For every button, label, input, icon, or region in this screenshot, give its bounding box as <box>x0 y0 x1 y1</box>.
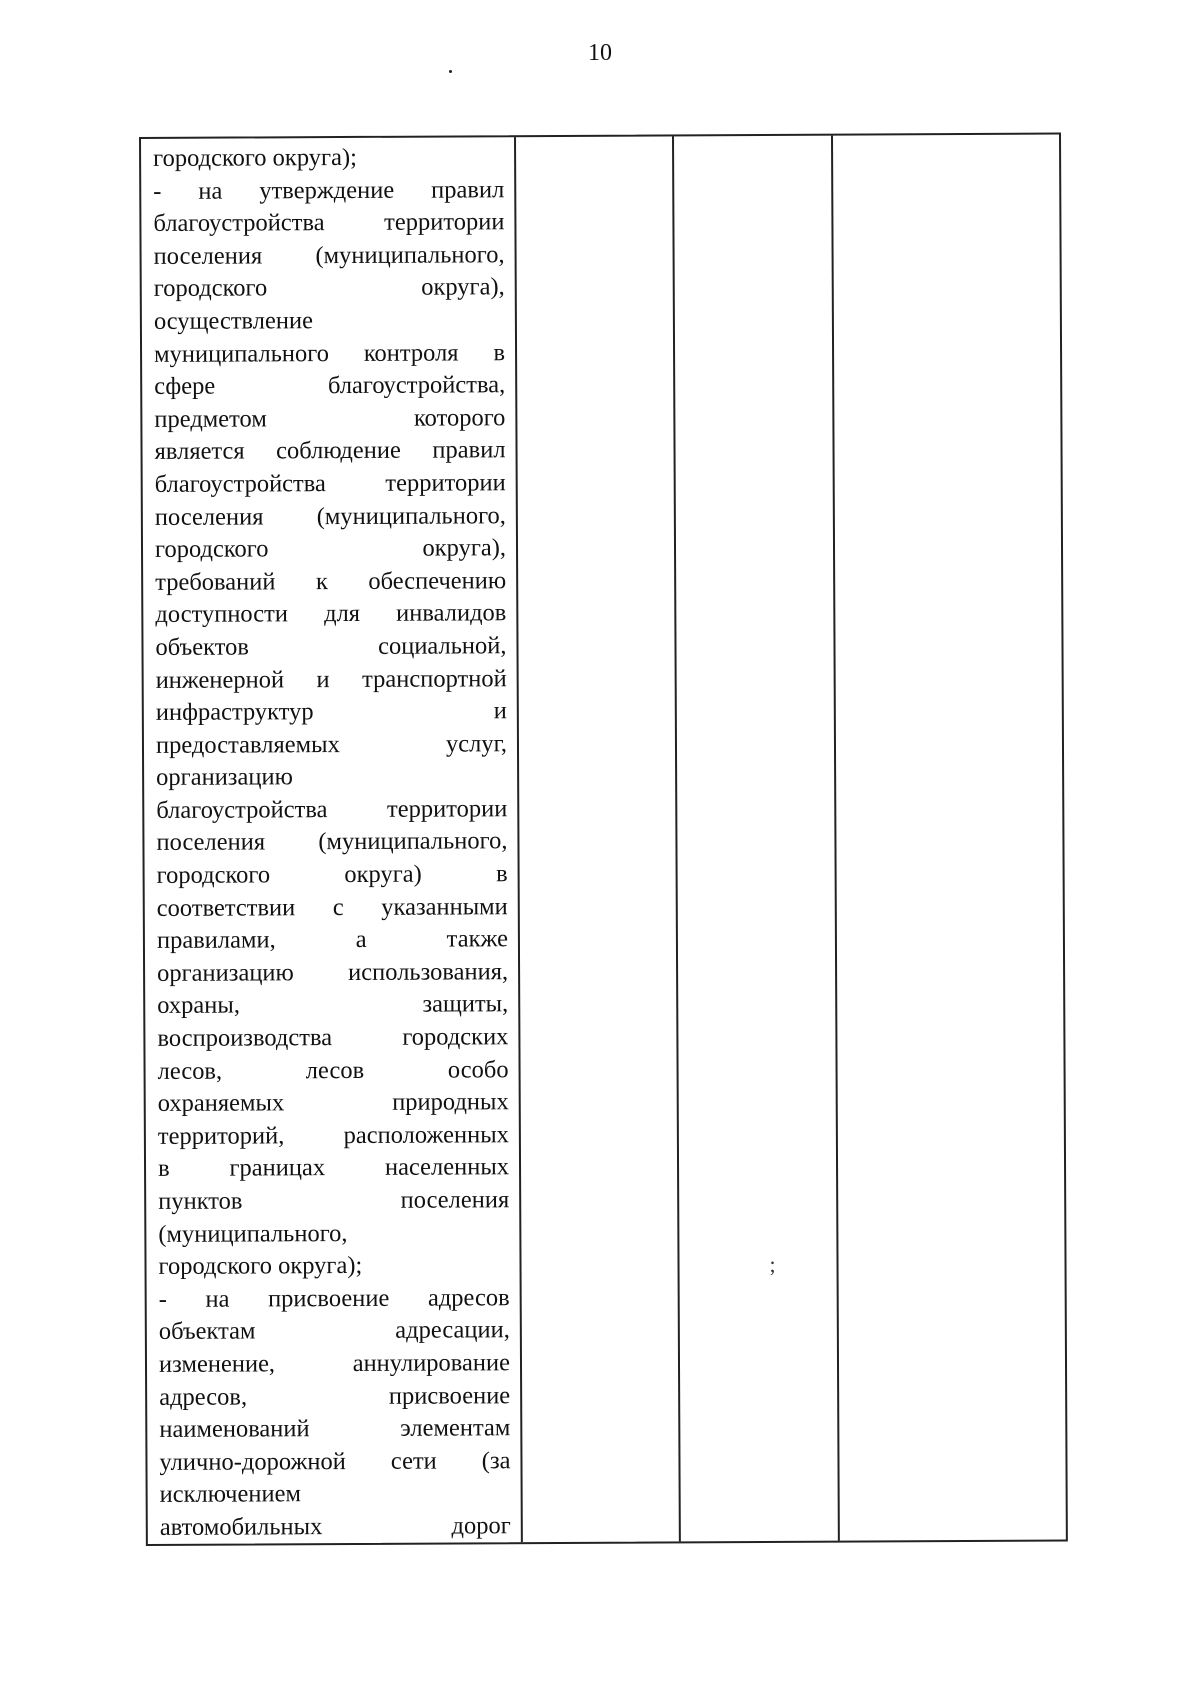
cell-text-line: организацию <box>156 763 293 792</box>
cell-text-line: пунктов поселения <box>158 1186 510 1215</box>
cell-text-line: городского округа) в <box>156 860 508 889</box>
cell-text-line: автомобильных дорог <box>159 1512 511 1541</box>
document-table <box>139 132 1068 1545</box>
cell-text-line: городского округа); <box>153 143 357 172</box>
cell-text-line: благоустройства территории <box>153 208 505 238</box>
cell-text-line: изменение, аннулирование <box>158 1349 511 1378</box>
cell-text-line: организацию использования, <box>157 958 509 987</box>
cell-text-line: исключением <box>159 1480 301 1509</box>
cell-text-line: охраняемых природных <box>157 1088 509 1118</box>
cell-text-line: адресов, присвоение <box>159 1381 511 1411</box>
cell-text-line: наименований элементам <box>159 1414 511 1444</box>
cell-text-line: инфраструктур и <box>155 697 507 727</box>
scan-mark: ; <box>769 1251 776 1277</box>
cell-text-line: соответствии с указанными <box>156 892 508 922</box>
page-number: 10 <box>588 40 612 66</box>
cell-text-line: осуществление <box>153 307 314 335</box>
cell-text-line: предметом которого <box>154 403 506 433</box>
cell-text-line: сфере благоустройства, <box>154 371 506 401</box>
cell-text-line: поселения (муниципального, <box>154 501 506 531</box>
cell-text-line: благоустройства территории <box>154 469 506 498</box>
cell-text-line: - на утверждение правил <box>153 175 505 205</box>
cell-text-line: доступности для инвалидов <box>155 599 507 629</box>
cell-text-line: правилами, а также <box>156 925 508 955</box>
cell-text-line: лесов, лесов особо <box>157 1055 509 1085</box>
cell-text-line: предоставляемых услуг, <box>155 729 508 759</box>
cell-text-line: воспроизводства городских <box>157 1023 509 1052</box>
scan-speck <box>449 70 452 73</box>
cell-text-line: объектам адресации, <box>158 1316 510 1346</box>
cell-text-line: территорий, расположенных <box>157 1121 509 1150</box>
cell-text-line: (муниципального, <box>158 1219 348 1248</box>
cell-text-line: поселения (муниципального, <box>156 827 508 857</box>
cell-text-line: охраны, защиты, <box>157 990 509 1020</box>
cell-text-line: улично-дорожной сети (за <box>159 1446 511 1476</box>
cell-text-line: является соблюдение правил <box>154 436 506 466</box>
cell-text-line: объектов социальной, <box>155 632 507 661</box>
table-cell-empty-3 <box>674 136 840 1542</box>
cell-text-line: городского округа), <box>154 534 507 564</box>
cell-text-line: - на присвоение адресов <box>158 1283 510 1313</box>
cell-text-line: инженерной и транспортной <box>155 664 507 694</box>
cell-text-line: поселения (муниципального, <box>153 240 505 270</box>
cell-text-line: требований к обеспечению <box>155 566 507 596</box>
cell-text-line: в границах населенных <box>157 1153 510 1183</box>
table-cell-empty-4 <box>833 135 1066 1541</box>
cell-text-line: городского округа); <box>158 1252 363 1281</box>
cell-text-line: муниципального контроля в <box>153 338 506 368</box>
table-cell-description <box>141 137 523 1544</box>
cell-text-line: городского округа), <box>153 273 505 303</box>
table-cell-empty-2 <box>516 136 681 1542</box>
cell-text-line: благоустройства территории <box>156 795 508 824</box>
